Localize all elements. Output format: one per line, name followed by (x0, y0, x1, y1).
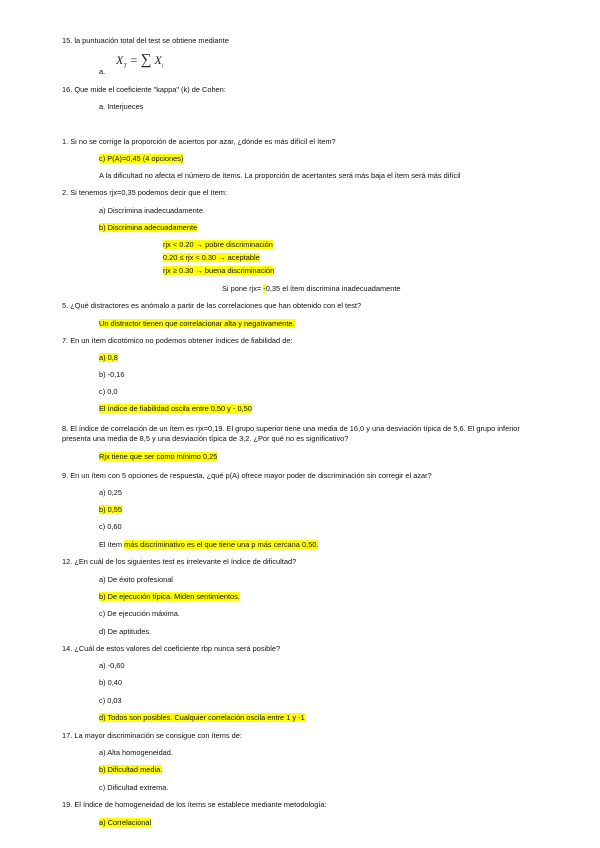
answer-2: b) Discrimina adecuadamente (99, 223, 198, 232)
note-1: A la dificultad no afecta el número de ítems. La proporción de acertantes será más baja el ítem será más difícil (99, 171, 461, 180)
answer-7: a) 0,8 (99, 353, 118, 362)
option-a-marker: a. (99, 67, 106, 76)
option-12c: c) De ejecución máxima. (99, 609, 180, 618)
option-17c: c) Dificultad extrema. (99, 783, 169, 792)
answer-14: d) Todos son posibles. Cualquier correlación oscila entre 1 y -1 (99, 713, 305, 722)
note-2: Si pone rjx= -0,35 el ítem discrimina inadecuadamente (222, 284, 401, 293)
question-9: 9. En un ítem con 5 opciones de respuesta, ¿qué p(A) ofrece mayor poder de discriminación sin corregir el azar? (62, 471, 432, 480)
option-12d: d) De aptitudes. (99, 627, 152, 636)
question-2: 2. Si tenemos rjx=0,35 podemos decir que el ítem: (62, 188, 227, 197)
answer-1: c) P(A)=0,45 (4 opciones) (99, 154, 184, 163)
note-7: El índice de fiabilidad oscila entre 0,50 y - 0,50 (99, 404, 252, 413)
rule-good: rjx ≥ 0.30 → buena discriminación (163, 266, 275, 275)
answer-19: a) Correlacional (99, 818, 152, 827)
question-7: 7. En un ítem dicotómico no podemos obtener índices de fiabilidad de: (62, 336, 293, 345)
question-15: 15. la puntuación total del test se obtiene mediante (62, 36, 229, 45)
rule-poor: rjx < 0.20 → pobre discriminación (163, 240, 273, 249)
option-7c: c) 0,0 (99, 387, 118, 396)
question-19: 19. El índice de homogeneidad de los ítems se establece mediante metodología: (62, 800, 327, 809)
answer-8: Rjx tiene que ser como mínimo 0,25 (99, 452, 218, 461)
answer-5: Un distractor tienen que correlacionar alta y negativamente. (99, 319, 295, 328)
total-score-formula: $X_T$ = ∑ $X_i$ (116, 52, 164, 70)
answer-9: b) 0,55 (99, 505, 123, 514)
answer-12: b) De ejecución típica. Miden sentimientos. (99, 592, 240, 601)
option-9a: a) 0,25 (99, 488, 123, 497)
option-2a: a) Discrimina inadecuadamente. (99, 206, 205, 215)
note-9: El ítem más discriminativo es el que tiene una p más cercana 0,50. (99, 540, 319, 549)
answer-16: a. Interjueces (99, 102, 144, 111)
answer-17: b) Dificultad media. (99, 765, 163, 774)
rule-acceptable: 0.20 ≤ rjx < 0.30 → aceptable (163, 253, 260, 262)
option-7b: b) -0,16 (99, 370, 125, 379)
question-5: 5. ¿Qué distractores es anómalo a partir de las correlaciones que han obtenido con el test? (62, 301, 362, 310)
question-17: 17. La mayor discriminación se consigue con ítems de: (62, 731, 242, 740)
option-14b: b) 0,40 (99, 678, 123, 687)
question-16: 16. Que mide el coeficiente "kappa" (k) de Cohen: (62, 85, 226, 94)
question-8: 8. El índice de correlación de un ítem es rjx=0,19. El grupo superior tiene una media de 16,0 y una desviación típica de 5,6. El grupo inferior presenta una media de 8,5 y una desviación típica de 3,2. ¿Por qué no es significativo? (62, 424, 520, 443)
option-17a: a) Alta homogeneidad. (99, 748, 173, 757)
option-14a: a) -0,60 (99, 661, 125, 670)
question-1: 1. Si no se corrige la proporción de aciertos por azar, ¿dónde es más difícil el ítem? (62, 137, 336, 146)
question-14: 14. ¿Cuál de estos valores del coeficiente rbp nunca será posible? (62, 644, 281, 653)
question-12: 12. ¿En cuál de los siguientes test es irrelevante el índice de dificultad? (62, 557, 297, 566)
option-9c: c) 0,60 (99, 522, 122, 531)
option-14c: c) 0,03 (99, 696, 122, 705)
option-12a: a) De éxito profesional (99, 575, 173, 584)
